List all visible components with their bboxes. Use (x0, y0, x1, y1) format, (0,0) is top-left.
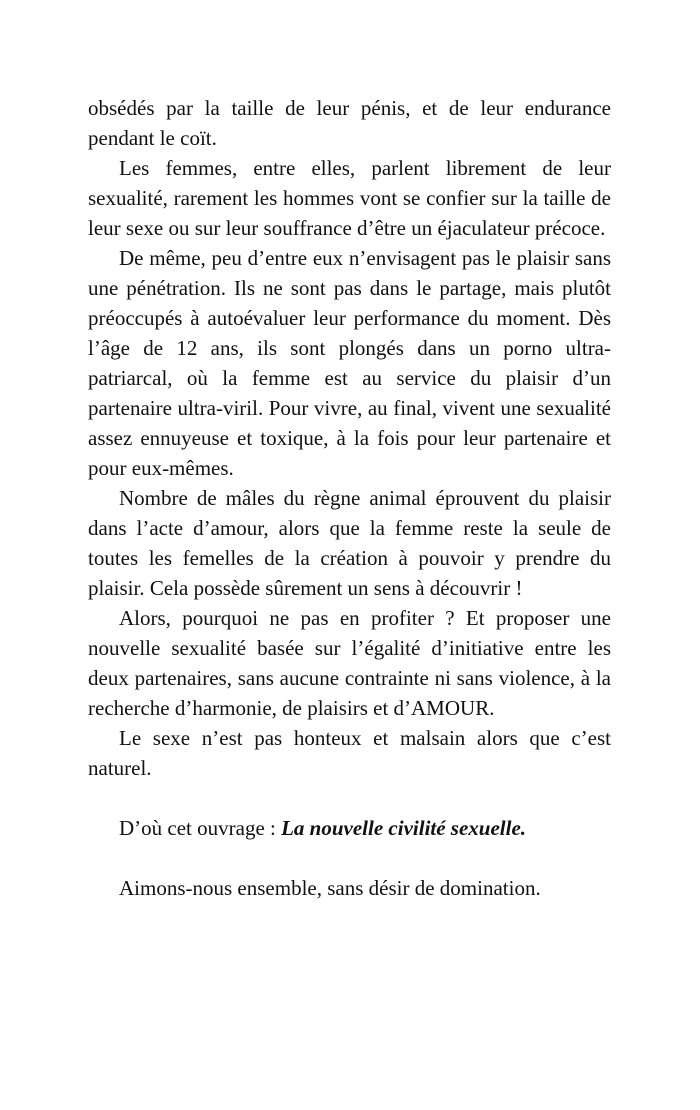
closing-line: Aimons-nous ensemble, sans désir de domination. (119, 876, 541, 900)
page-body (88, 93, 611, 903)
paragraph-6: Le sexe n’est pas honteux et malsain alors que c’est naturel. (88, 726, 611, 780)
paragraph-2: Les femmes, entre elles, parlent librement de leur sexualité, rarement les hommes vont se confier sur la taille de leur sexe ou sur leur souffrance d’être un éjaculateur précoce. (88, 156, 611, 240)
conclusion-prefix: D’où cet ouvrage : (119, 816, 282, 840)
paragraph-4: Nombre de mâles du règne animal éprouvent du plaisir dans l’acte d’amour, alors que la femme reste la seule de toutes les femelles de la création à pouvoir y prendre du plaisir. Cela possède sûrement un sens à découvrir ! (88, 486, 611, 600)
paragraph-1: obsédés par la taille de leur pénis, et de leur endurance pendant le coït. (88, 96, 611, 150)
conclusion-paragraph (88, 813, 611, 843)
paragraph-5: Alors, pourquoi ne pas en profiter ? Et proposer une nouvelle sexualité basée sur l’égalité d’initiative entre les deux partenaires, sans aucune contrainte ni sans violence, à la recherche d’harmonie, de plaisirs et d’AMOUR. (88, 606, 611, 720)
book-title: La nouvelle civilité sexuelle. (281, 816, 527, 840)
paragraph-3: De même, peu d’entre eux n’envisagent pas le plaisir sans une pénétration. Ils ne sont pas dans le partage, mais plutôt préoccupés à autoévaluer leur performance du moment. Dès l’âge de 12 ans, ils sont plongés dans un porno ultra-patriarcal, où la femme est au service du plaisir d’un partenaire ultra-viril. Pour vivre, au final, vivent une sexualité assez ennuyeuse et toxique, à la fois pour leur partenaire et pour eux-mêmes. (88, 246, 611, 480)
